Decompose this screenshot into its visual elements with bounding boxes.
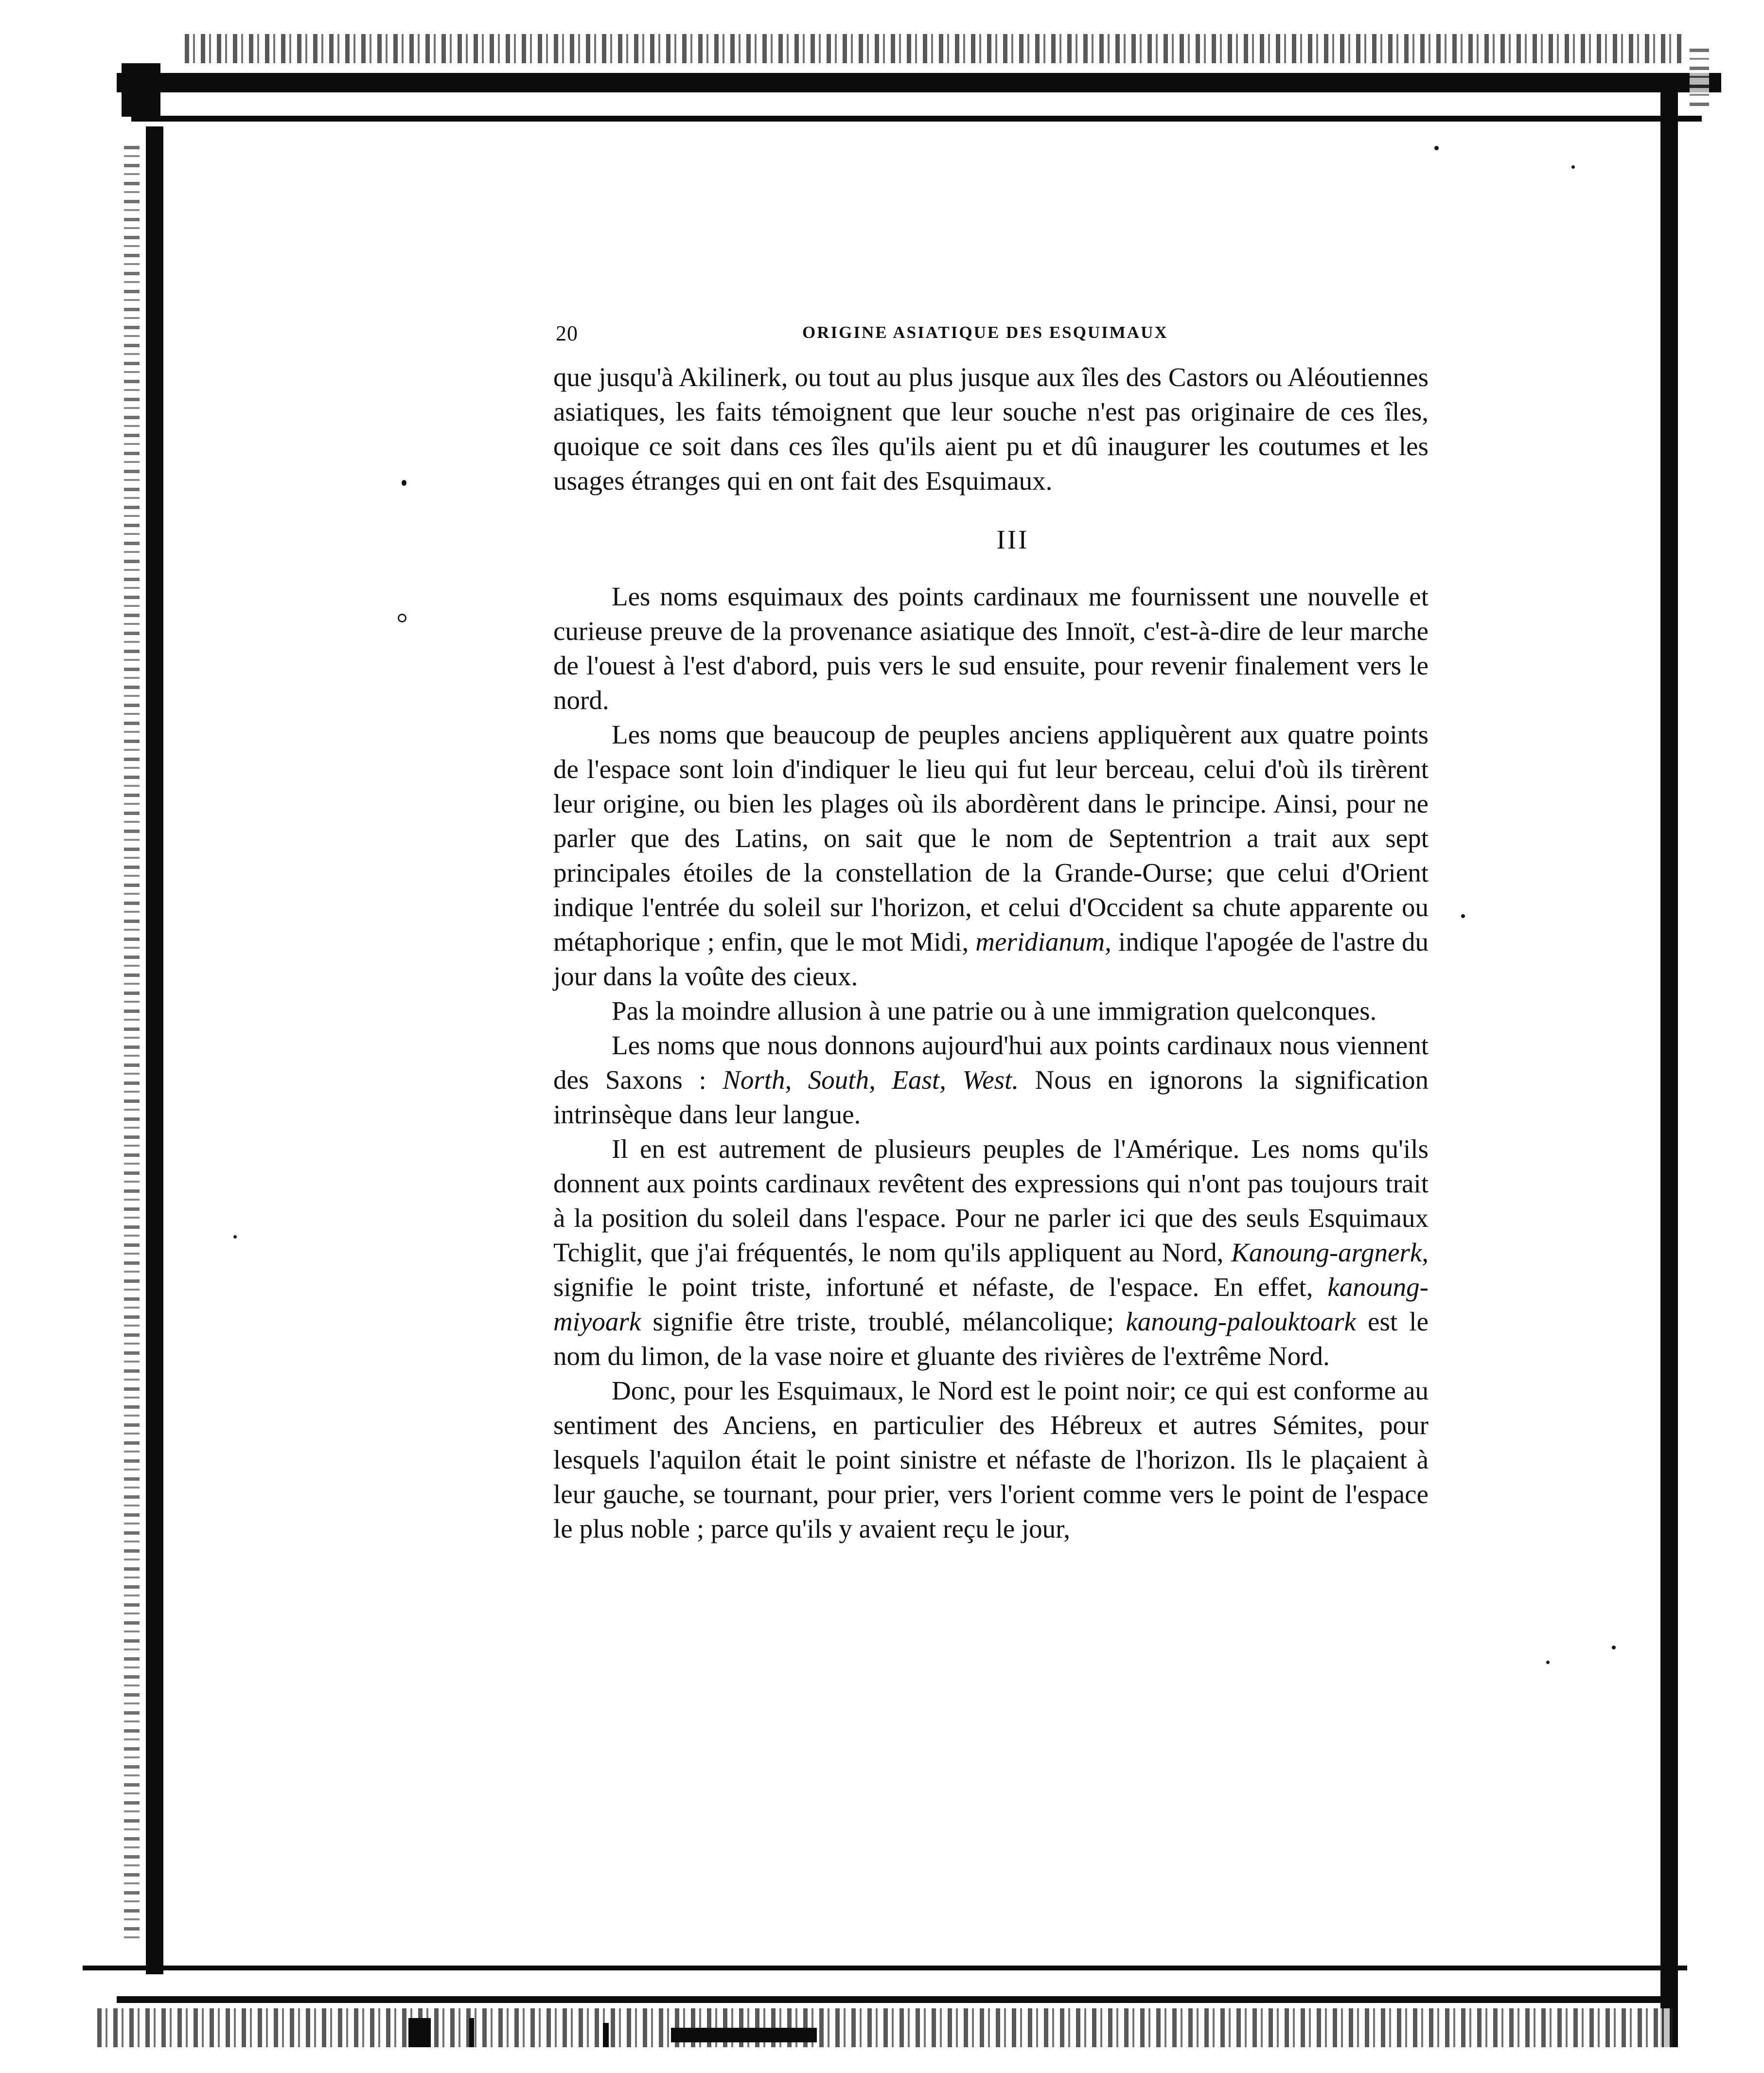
top-frame-bar: [117, 73, 1721, 92]
paragraph: [553, 1028, 1429, 1132]
paragraph: [553, 1132, 1429, 1373]
text-run: Les noms que nous donnons aujourd'hui aux points cardinaux nous viennent des Saxons :: [553, 1030, 1429, 1095]
speck: [1571, 165, 1575, 169]
page-number: 20: [556, 321, 578, 345]
top-left-block: [122, 63, 160, 117]
speck: [1461, 914, 1465, 918]
speck: [402, 480, 406, 486]
italic-term: kanoung-palouktoark: [1126, 1307, 1356, 1336]
page-body: [553, 321, 1429, 1546]
text-run: Nous en ignorons la signification intrinsèque dans leur langue.: [553, 1065, 1429, 1129]
bottom-mark-1: [408, 2018, 431, 2047]
left-scan-noise: [124, 146, 140, 1945]
bottom-mark-2: [469, 2018, 474, 2047]
text-run: Les noms que beaucoup de peuples anciens appliquèrent aux quatre points de l'espace sont loin d'indiquer le lieu qui fut leur berceau, celui d'où ils tirèrent leur origine, ou bien les plages où ils abordèrent dans le principe. Ainsi, pour ne parler que des Latins, on sait que le nom de Septentrion a trait aux sept principales étoiles de la constellation de la Grande-Ourse; que celui d'Orient indique l'entrée du soleil sur l'horizon, et celui d'Occident sa chute apparente ou métaphorique ; enfin, que le mot Midi,: [553, 720, 1429, 957]
text-run: signifie le point triste, infortuné et néfaste, de l'espace. En effet,: [553, 1272, 1313, 1302]
text-run: Il en est autrement de plusieurs peuples de l'Amérique. Les noms qu'ils donnent aux points cardinaux revêtent des expressions qui n'ont pas toujours trait à la position du soleil dans l'espace. Pour ne parler ici que des seuls Esquimaux Tchiglit, que j'ai fréquentés, le nom qu'ils appliquent au Nord,: [553, 1134, 1429, 1267]
paragraph: [553, 717, 1429, 993]
left-frame-bar: [146, 126, 163, 1974]
speck: [1546, 1661, 1550, 1664]
section-heading: III: [996, 525, 1029, 554]
bottom-frame-bar-2: [117, 1996, 1673, 2003]
running-header: [553, 321, 1429, 360]
text-run: signifie être triste, troublé, mélancolique;: [653, 1307, 1114, 1336]
bottom-frame-bar: [83, 1966, 1687, 1970]
paragraph: Pas la moindre allusion à une patrie ou à une immigration quelconques.: [612, 996, 1377, 1026]
bottom-scan-noise: [97, 2008, 1673, 2047]
bottom-mark-3: [603, 2023, 609, 2047]
italic-term: kanoung-miyoark: [553, 1272, 1429, 1336]
text-run: est le nom du limon, de la vase noire et gluante des rivières de l'extrême Nord.: [553, 1307, 1429, 1371]
paragraph: Donc, pour les Esquimaux, le Nord est le point noir; ce qui est conforme au sentiment des Anciens, en particulier des Hébreux et autres Sémites, pour lesquels l'aquilon était le point sinistre et néfaste de l'horizon. Ils le plaçaient à leur gauche, se tournant, pour prier, vers l'orient comme vers le point de l'espace le plus noble ; parce qu'ils y avaient reçu le jour,: [553, 1376, 1429, 1543]
paragraph: Les noms esquimaux des points cardinaux me fournissent une nouvelle et curieuse preuve de la provenance asiatique des Innoït, c'est-à-dire de leur marche de l'ouest à l'est d'abord, puis vers le sud ensuite, pour revenir finalement vers le nord.: [553, 582, 1429, 715]
italic-term: North, South, East, West.: [723, 1065, 1019, 1095]
italic-term: meridianum,: [975, 927, 1111, 957]
top-frame-bar-thin: [131, 116, 1702, 122]
bottom-mark-4: [671, 2028, 817, 2042]
speck: [1434, 146, 1439, 150]
running-title: ORIGINE ASIATIQUE DES ESQUIMAUX: [802, 323, 1168, 342]
top-scan-noise: [185, 34, 1682, 63]
text-run: indique l'apogée de l'astre du jour dans la voûte des cieux.: [553, 927, 1429, 991]
speck: [233, 1235, 237, 1239]
speck: [398, 614, 406, 622]
right-scan-noise: [1690, 49, 1709, 107]
right-frame-bar: [1660, 73, 1678, 2047]
italic-term: Kanoung-argnerk,: [1231, 1238, 1429, 1267]
speck: [1612, 1646, 1616, 1649]
paragraph-continuation: que jusqu'à Akilinerk, ou tout au plus jusque aux îles des Castors ou Aléoutiennes asiatiques, les faits témoignent que leur souche n'est pas originaire de ces îles, quoique ce soit dans ces îles qu'ils aient pu et dû inaugurer les coutumes et les usages étranges qui en ont fait des Esquimaux.: [553, 362, 1429, 496]
